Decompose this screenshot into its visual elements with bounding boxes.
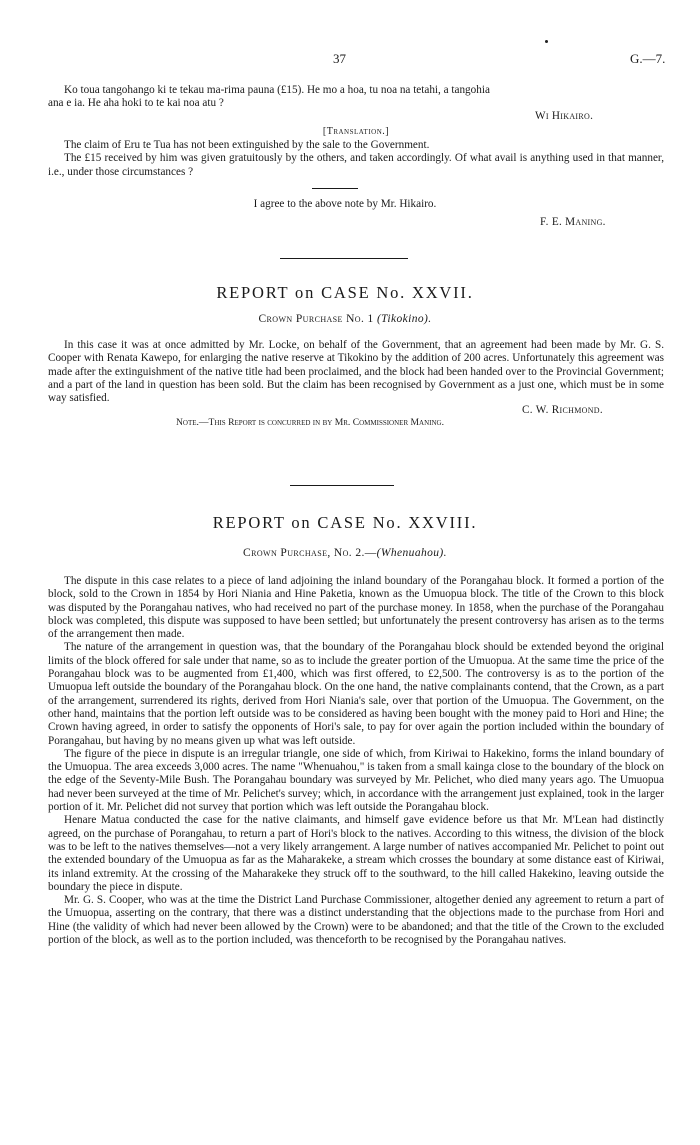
report-27-subtitle [0, 313, 690, 326]
maori-line-1: Ko toua tangohango ki te tekau ma-rima pauna (£15). He mo a hoa, tu noa na tetahi, a tangohia [64, 84, 490, 96]
report-27-title: REPORT on CASE No. XXVII. [216, 283, 474, 302]
maori-text [48, 84, 664, 111]
report-27-subtitle-prefix: Crown Purchase No. 1 [258, 313, 374, 325]
page-number: 37 [333, 51, 346, 66]
report-28-title: REPORT on CASE No. XXVIII. [212, 513, 478, 532]
translation-text [48, 139, 664, 179]
report-28-paragraph-4: Henare Matua conducted the case for the native claimants, and himself gave evidence before us that Mr. M'Lean had distinctly agreed, on the purchase of Porangahau, to return a part of Hori's block to the natives. According to this witness, the division of the block was to be left to the natives themselves—not a very likely arrangement. A large number of natives accompanied Mr. Pelichet to point out the extended boundary of the Umuopua as far as the Maharakeke, a stream which crosses the boundary at some distance east of Kiriwai, its inland extremity. At the crossing of the Maharakeke they struck off to the southward, to the hill called Hakekino, leaving outside the boundary the piece in dispute. [48, 814, 664, 893]
report-divider-1 [280, 258, 408, 259]
report-divider-2 [290, 485, 394, 486]
translation-paragraph-1: The claim of Eru te Tua has not been extinguished by the sale to the Government. [64, 139, 430, 151]
ink-speck [545, 40, 548, 43]
report-28-body [48, 575, 664, 947]
maori-signature: Wi Hikairo. [535, 110, 594, 122]
maori-line-2: ana e ia. He aha hoki to te kai noa atu ? [48, 97, 224, 110]
report-28-subtitle-name: (Whenuahou). [376, 547, 447, 559]
report-28-subtitle-prefix: Crown Purchase, No. 2.— [243, 547, 377, 559]
translation-label: [Translation.] [322, 126, 390, 137]
richmond-signature: C. W. Richmond. [522, 404, 603, 416]
report-27-paragraph: In this case it was at once admitted by Mr. Locke, on behalf of the Government, that an agreement had been made by Mr. G. S. Cooper with Renata Kawepo, for enlarging the native reserve at Tikokino by the addition of 200 acres. Unfortunately this agreement was made after the extinguishment of the native title had been proclaimed, and the block had been handed over to the Provincial Government; and a part of the land in question has been sold. But the claim has been recognised by Government as a just one, which must be in some way satisfied. [48, 339, 664, 405]
document-reference: G.—7. [630, 51, 666, 66]
maning-signature: F. E. Maning. [540, 216, 606, 228]
report-28-paragraph-1: The dispute in this case relates to a piece of land adjoining the inland boundary of the Porangahau block. It formed a portion of the block, sold to the Crown in 1854 by Hori Niania and Hine Paketia, known as the Umuopua block. The title of the Crown to this block was disputed by the Porangahau natives, who had received no part of the purchase money. In 1858, when the purchase of the Porangahau block was completed, this dispute was supposed to have been settled; but unfortunately the present controversy has arisen as to the terms of the arrangement then made. [48, 575, 664, 641]
report-27-body [48, 339, 664, 405]
report-28-paragraph-3: The figure of the piece in dispute is an irregular triangle, one side of which, from Kiriwai to Hakekino, forms the inland boundary of the Umuopua. The area exceeds 3,000 acres. The name "Whenuahou," is taken from a small kainga close to the boundary of the block on the edge of the Seventy-Mile Bush. The Porangahau boundary was surveyed by Mr. Pelichet, who died many years ago. The Umuopua had never been surveyed at the time of Mr. Pelichet's survey; which, in accordance with the arrangement just explained, took in the larger portion of it. Mr. Pelichet did not survey that portion which was left outside the Porangahau block. [48, 747, 664, 814]
report-27-subtitle-name: (Tikokino). [376, 313, 432, 325]
report-27-note: Note.—This Report is concurred in by Mr. Commissioner Maning. [176, 417, 444, 428]
section-divider [312, 188, 358, 189]
report-28-paragraph-2: The nature of the arrangement in question was, that the boundary of the Porangahau block should be extended beyond the original limits of the block offered for sale under that name, so as to include the greater portion of the Umuopua. At the same time the price of the Porangahau block was to be augmented from £1,400, which was first offered, to £2,500. The controversy is as to the portion of the Umuopua left outside the boundary of the Porangahau block. On the one hand, the native complainants contend, that the Crown, as a part of the arrangement, surrendered its rights, derived from Hori Niania's sale, over that portion of the Umuopua. The Government, on the other hand, maintains that the portion left outside was to be considered as having been bought with the money paid to Hori and Hine; the Crown having agreed, in order to satisfy the opponents of Hori's sale, to pay for over again the portion included within the boundary of Porangahau, but having by no means given up what was left outside. [48, 641, 664, 747]
translation-paragraph-2: The £15 received by him was given gratuitously by the others, and taken accordingly. Of what avail is anything used in that manner, i.e., under those circumstances ? [48, 152, 664, 178]
report-28-paragraph-5: Mr. G. S. Cooper, who was at the time the District Land Purchase Commissioner, altogether denied any agreement to return a part of the Umuopua, asserting on the contrary, that there was a distinct understanding that the objections made to the purchase from Hori and Hine (the validity of which had never been allowed by the Crown) were to be abandoned; and that the title of the Crown to the excluded portion of the block, as well as to the portion included, was thenceforth to be recognised by the Porangahau natives. [48, 894, 664, 947]
agree-text: I agree to the above note by Mr. Hikairo. [253, 198, 437, 210]
report-28-subtitle [0, 547, 690, 560]
